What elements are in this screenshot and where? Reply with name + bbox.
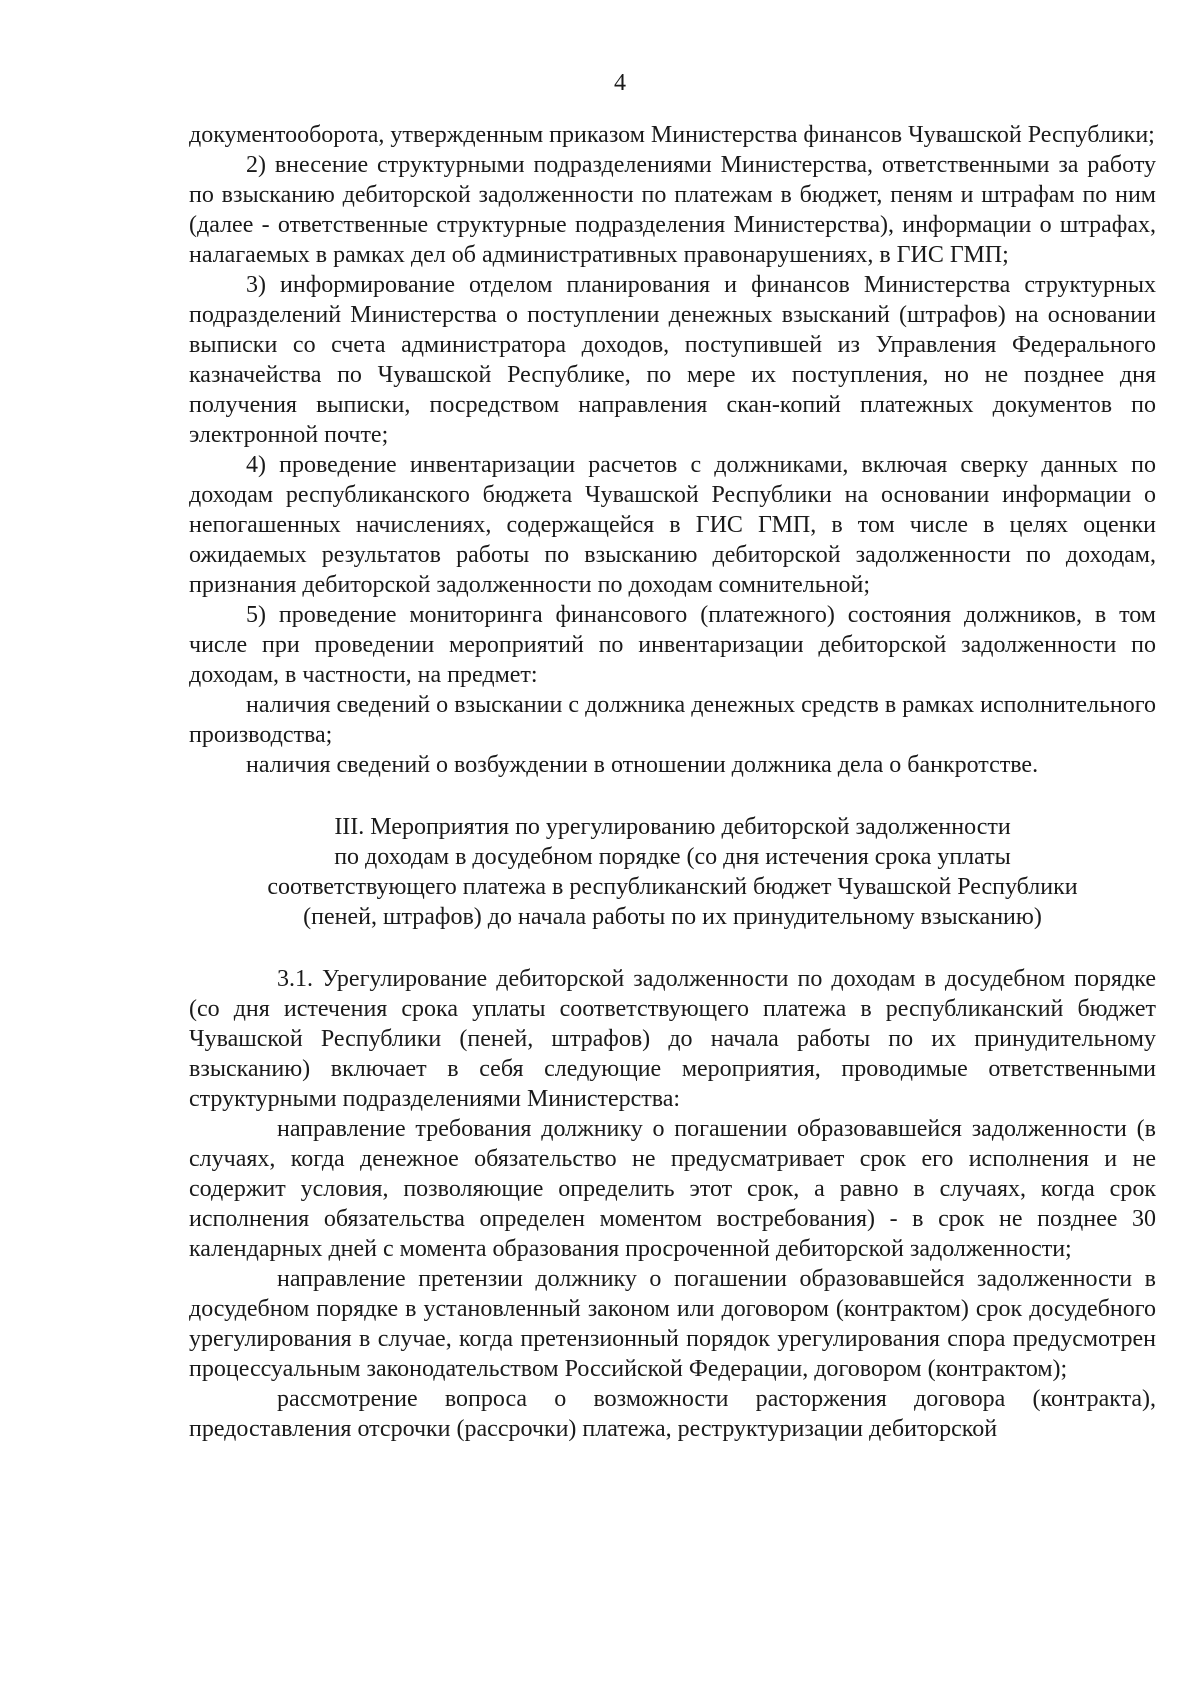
paragraph-demand-letter: направление требования должнику о погашении образовавшейся задолженности (в случаях, когда денежное обязательство не предусматривает срок его исполнения и не содержит условия, позволяющие определить этот срок, а равно в случаях, когда срок исполнения обязательства определен моментом востребования) - в срок не позднее 30 календарных дней с момента образования просроченной дебиторской задолженности; <box>189 1116 1156 1262</box>
paragraph-item-3: 3) информирование отделом планирования и финансов Министерства структурных подразделений Министерства о поступлении денежных взысканий (штрафов) на основании выписки со счета администратора доходов, поступившей из Управления Федерального казначейства по Чувашской Республике, по мере их поступления, но не позднее дня получения выписки, посредством направления скан-копий платежных документов по электронной почте; <box>189 272 1156 448</box>
paragraph-item-4: 4) проведение инвентаризации расчетов с должниками, включая сверку данных по доходам республиканского бюджета Чувашской Республики на основании информации о непогашенных начислениях, содержащейся в ГИС ГМП, в том числе в целях оценки ожидаемых результатов работы по взысканию дебиторской задолженности по доходам, признания дебиторской задолженности по доходам сомнительной; <box>189 452 1156 598</box>
section-heading-line: по доходам в досудебном порядке (со дня истечения срока уплаты <box>334 844 1011 870</box>
section-heading-line: соответствующего платежа в республиканский бюджет Чувашской Республики <box>267 874 1078 900</box>
paragraph-3-1: 3.1. Урегулирование дебиторской задолженности по доходам в досудебном порядке (со дня истечения срока уплаты соответствующего платежа в республиканский бюджет Чувашской Республики (пеней, штрафов) до начала работы по их принудительному взысканию) включает в себя следующие мероприятия, проводимые ответственными структурными подразделениями Министерства: <box>189 966 1156 1112</box>
paragraph-item-5: 5) проведение мониторинга финансового (платежного) состояния должников, в том числе при проведении мероприятий по инвентаризации дебиторской задолженности по доходам, в частности, на предмет: <box>189 602 1156 688</box>
section-heading <box>189 812 1156 932</box>
paragraph-claim-letter: направление претензии должнику о погашении образовавшейся задолженности в досудебном порядке в установленный законом или договором (контрактом) срок досудебного урегулирования в случае, когда претензионный порядок урегулирования спора предусмотрен процессуальным законодательством Российской Федерации, договором (контрактом); <box>189 1266 1156 1382</box>
paragraph-continuation: документооборота, утвержденным приказом Министерства финансов Чувашской Республики; <box>189 122 1155 148</box>
section-heading-line: III. Мероприятия по урегулированию дебиторской задолженности <box>334 814 1011 840</box>
document-body <box>189 120 1156 1444</box>
paragraph-subitem-enforcement: наличия сведений о взыскании с должника денежных средств в рамках исполнительного производства; <box>189 692 1156 748</box>
paragraph-item-2: 2) внесение структурными подразделениями Министерства, ответственными за работу по взысканию дебиторской задолженности по платежам в бюджет, пеням и штрафам по ним (далее - ответственные структурные подразделения Министерства), информации о штрафах, налагаемых в рамках дел об административных правонарушениях, в ГИС ГМП; <box>189 152 1156 268</box>
paragraph-contract-termination: рассмотрение вопроса о возможности расторжения договора (контракта), предоставления отсрочки (рассрочки) платежа, реструктуризации дебиторской <box>189 1386 1156 1442</box>
section-heading-line: (пеней, штрафов) до начала работы по их принудительному взысканию) <box>303 904 1042 930</box>
page-number: 4 <box>614 70 626 96</box>
paragraph-subitem-bankruptcy: наличия сведений о возбуждении в отношении должника дела о банкротстве. <box>246 752 1039 778</box>
